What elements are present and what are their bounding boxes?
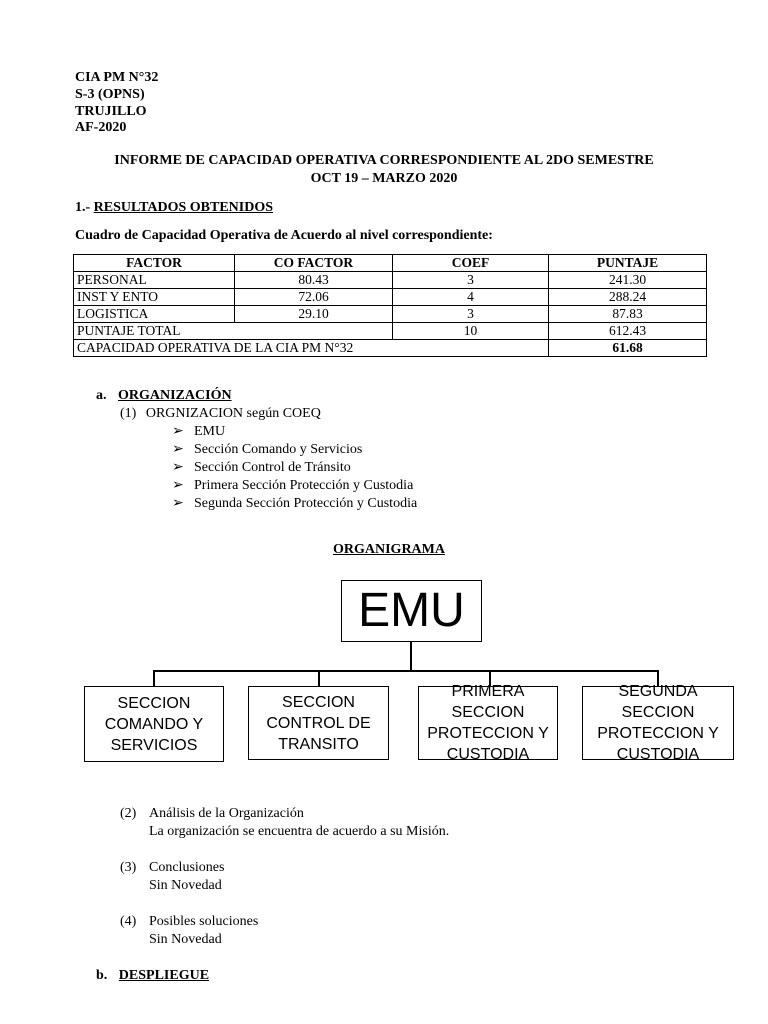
capacity-value: 61.68 bbox=[549, 340, 707, 357]
cell-coef: 3 bbox=[393, 306, 549, 323]
analysis-body: Sin Novedad bbox=[149, 878, 222, 893]
cell-coef: 3 bbox=[393, 272, 549, 289]
list-item bbox=[172, 423, 225, 441]
col-header-score: PUNTAJE bbox=[549, 255, 707, 272]
section-1-heading bbox=[75, 200, 273, 216]
table-row bbox=[74, 272, 707, 289]
cell-score: 288.24 bbox=[549, 289, 707, 306]
org-child-line: CUSTODIA bbox=[446, 746, 530, 763]
capacity-table bbox=[73, 254, 707, 357]
org-root-box: EMU bbox=[341, 580, 482, 642]
organization-sub1 bbox=[120, 405, 321, 423]
org-child-line: PROTECCION Y bbox=[427, 725, 549, 742]
bullet-text: Sección Control de Tránsito bbox=[194, 460, 351, 475]
table-capacity-row bbox=[74, 340, 707, 357]
bullet-text: Segunda Sección Protección y Custodia bbox=[194, 496, 418, 511]
report-period: OCT 19 – MARZO 2020 bbox=[310, 171, 458, 186]
col-header-cofactor: CO FACTOR bbox=[235, 255, 393, 272]
total-label: PUNTAJE TOTAL bbox=[74, 323, 393, 340]
arrow-bullet-icon: ➢ bbox=[172, 496, 184, 511]
org-child-line: SECCION bbox=[117, 694, 191, 712]
analysis-title: Análisis de la Organización bbox=[149, 806, 304, 821]
bullet-text: EMU bbox=[194, 424, 226, 439]
org-child-line: CUSTODIA bbox=[616, 746, 700, 763]
table-row bbox=[74, 306, 707, 323]
table-caption: Cuadro de Capacidad Operativa de Acuerdo al nivel correspondiente: bbox=[75, 228, 493, 243]
analysis-item bbox=[120, 913, 259, 931]
unit-city: TRUJILLO bbox=[75, 104, 147, 119]
total-coef: 10 bbox=[393, 323, 549, 340]
org-connector-vertical bbox=[410, 642, 412, 670]
table-row bbox=[74, 289, 707, 306]
org-connector-drop bbox=[318, 670, 320, 686]
table-total-row bbox=[74, 323, 707, 340]
total-score: 612.43 bbox=[549, 323, 707, 340]
org-child-line: CONTROL DE bbox=[266, 714, 371, 732]
cell-cofactor: 72.06 bbox=[235, 289, 393, 306]
unit-name: CIA PM N°32 bbox=[75, 70, 159, 85]
analysis-item bbox=[120, 859, 225, 877]
cell-cofactor: 29.10 bbox=[235, 306, 393, 323]
org-connector-drop bbox=[153, 670, 155, 686]
organigram-title: ORGANIGRAMA bbox=[333, 542, 445, 557]
sub1-number: (1) bbox=[120, 406, 137, 421]
deployment-letter: b. bbox=[96, 968, 108, 983]
analysis-body: Sin Novedad bbox=[149, 932, 222, 947]
bullet-text: Sección Comando y Servicios bbox=[194, 442, 363, 457]
analysis-item bbox=[120, 805, 304, 823]
unit-section: S-3 (OPNS) bbox=[75, 87, 145, 102]
organization-title: ORGANIZACIÓN bbox=[118, 388, 232, 403]
analysis-number: (4) bbox=[120, 914, 137, 929]
list-item bbox=[172, 441, 362, 459]
org-child-box bbox=[248, 686, 389, 760]
org-child-line: SERVICIOS bbox=[110, 736, 198, 754]
arrow-bullet-icon: ➢ bbox=[172, 478, 184, 493]
org-child-line: PRIMERA SECCION bbox=[451, 683, 525, 721]
org-child-line: PROTECCION Y bbox=[597, 725, 719, 742]
report-title: INFORME DE CAPACIDAD OPERATIVA CORRESPONDIENTE AL 2DO SEMESTRE bbox=[114, 153, 654, 168]
capacity-label: CAPACIDAD OPERATIVA DE LA CIA PM N°32 bbox=[74, 340, 549, 357]
cell-factor: INST Y ENTO bbox=[74, 289, 235, 306]
list-item bbox=[172, 459, 351, 477]
bullet-text: Primera Sección Protección y Custodia bbox=[194, 478, 414, 493]
arrow-bullet-icon: ➢ bbox=[172, 424, 184, 439]
org-child-line: SEGUNDA SECCION bbox=[618, 683, 698, 721]
arrow-bullet-icon: ➢ bbox=[172, 442, 184, 457]
cell-cofactor: 80.43 bbox=[235, 272, 393, 289]
col-header-factor: FACTOR bbox=[74, 255, 235, 272]
sub1-text: ORGNIZACION según COEQ bbox=[145, 406, 321, 421]
list-item bbox=[172, 495, 417, 513]
organization-letter: a. bbox=[96, 388, 107, 403]
analysis-title: Posibles soluciones bbox=[149, 914, 259, 929]
deployment-heading bbox=[96, 968, 209, 984]
cell-coef: 4 bbox=[393, 289, 549, 306]
col-header-coef: COEF bbox=[393, 255, 549, 272]
org-child-line: SECCION bbox=[282, 693, 355, 711]
table-header-row bbox=[74, 255, 707, 272]
cell-factor: PERSONAL bbox=[74, 272, 235, 289]
org-child-box bbox=[582, 683, 734, 763]
org-connector-horizontal bbox=[153, 670, 658, 672]
fiscal-year: AF-2020 bbox=[75, 120, 127, 135]
cell-score: 87.83 bbox=[549, 306, 707, 323]
cell-factor: LOGISTICA bbox=[74, 306, 235, 323]
cell-score: 241.30 bbox=[549, 272, 707, 289]
analysis-number: (2) bbox=[120, 806, 137, 821]
analysis-body: La organización se encuentra de acuerdo a su Misión. bbox=[149, 824, 450, 839]
org-child-box bbox=[84, 686, 224, 762]
arrow-bullet-icon: ➢ bbox=[172, 460, 184, 475]
org-child-line: TRANSITO bbox=[278, 735, 359, 753]
org-child-line: COMANDO Y bbox=[104, 715, 204, 733]
section-1-title: RESULTADOS OBTENIDOS bbox=[93, 200, 274, 215]
analysis-title: Conclusiones bbox=[149, 860, 225, 875]
section-1-number: 1.- bbox=[75, 200, 91, 215]
list-item bbox=[172, 477, 413, 495]
deployment-title: DESPLIEGUE bbox=[118, 968, 210, 983]
organization-heading bbox=[96, 388, 232, 404]
org-child-box bbox=[418, 683, 558, 763]
analysis-number: (3) bbox=[120, 860, 137, 875]
